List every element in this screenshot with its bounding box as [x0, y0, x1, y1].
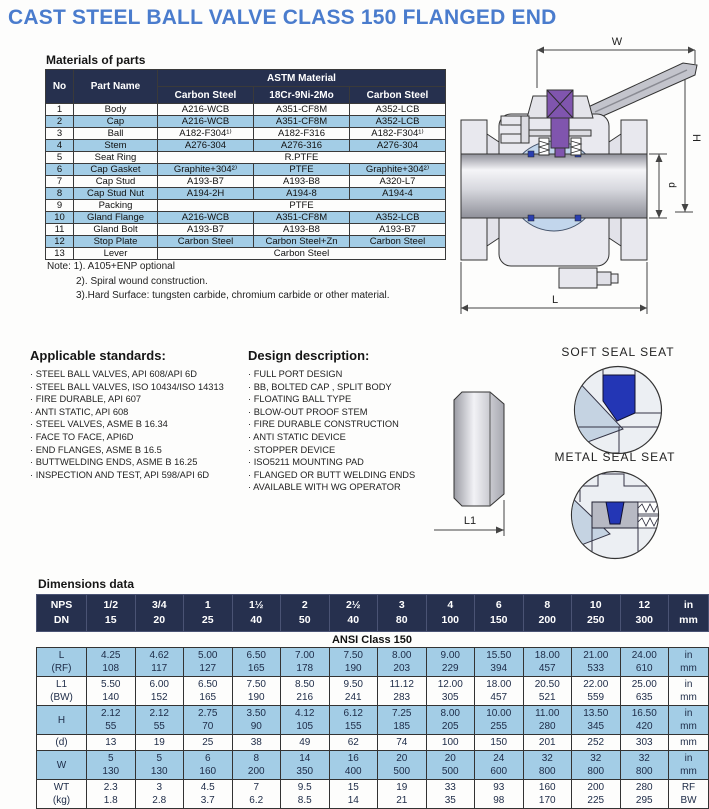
- materials-cell: A193-B8: [254, 224, 350, 236]
- materials-row: [46, 116, 446, 128]
- materials-cell: 12: [46, 236, 74, 248]
- dims-header-size: 8 200: [523, 595, 572, 632]
- dims-unit-cell: mm: [669, 735, 709, 751]
- list-item: · FLOATING BALL TYPE: [248, 393, 453, 406]
- dims-row: [37, 751, 709, 780]
- dims-cell: 2.3 1.8: [87, 780, 136, 809]
- dims-cell: 19 21: [378, 780, 427, 809]
- materials-row: [46, 212, 446, 224]
- dims-cell: 6.12 155: [329, 706, 378, 735]
- dims-cell: 93 98: [475, 780, 524, 809]
- dims-cell: 6.50 165: [184, 677, 233, 706]
- materials-cell: PTFE: [254, 164, 350, 176]
- dims-row: [37, 648, 709, 677]
- valve-bore-pipe: [461, 154, 647, 218]
- materials-cell: 7: [46, 176, 74, 188]
- dims-cell: 16.50 420: [620, 706, 669, 735]
- materials-cell: Graphite+304²⁾: [350, 164, 446, 176]
- list-item: · FLANGED OR BUTT WELDING ENDS: [248, 469, 453, 482]
- metal-seal-svg: [540, 466, 690, 562]
- dims-cell: 7.00 178: [281, 648, 330, 677]
- dim-l-label: L: [551, 294, 559, 306]
- list-item: · ISO5211 MOUNTING PAD: [248, 456, 453, 469]
- materials-cell: Stop Plate: [74, 236, 158, 248]
- dim-l1-label: L1: [463, 515, 477, 527]
- list-item: Note: 1). A105+ENP optional: [47, 261, 175, 272]
- dims-cell: 19: [135, 735, 184, 751]
- dims-header-nps-dn: NPS DN: [37, 595, 87, 632]
- list-item: · FIRE DURABLE, API 607: [30, 393, 248, 406]
- dims-cell: 4.25 108: [87, 648, 136, 677]
- soft-seal-label: SOFT SEAL SEAT: [561, 345, 675, 359]
- dims-cell: 32 800: [572, 751, 621, 780]
- dim-d-lines: [649, 154, 667, 218]
- dims-cell: 252: [572, 735, 621, 751]
- materials-cell: 11: [46, 224, 74, 236]
- materials-cell: A193-B7: [350, 224, 446, 236]
- materials-heading: Materials of parts: [46, 53, 146, 67]
- valve-diagram-svg: [445, 34, 709, 332]
- dims-cell: 20.50 521: [523, 677, 572, 706]
- dims-cell: 7.50 190: [329, 648, 378, 677]
- dims-cell: 9.50 241: [329, 677, 378, 706]
- materials-cell: A352-LCB: [350, 116, 446, 128]
- applicable-standards-section: [30, 348, 248, 481]
- dims-cell: 303: [620, 735, 669, 751]
- dims-row-label: L1 (BW): [37, 677, 87, 706]
- list-item: 3).Hard Surface: tungsten carbide, chromium carbide or other material.: [76, 290, 390, 301]
- dims-header-size: 2 50: [281, 595, 330, 632]
- dims-cell: 2.12 55: [135, 706, 184, 735]
- materials-col-part-name: Part Name: [74, 70, 158, 104]
- materials-cell: 8: [46, 188, 74, 200]
- dims-cell: 100: [426, 735, 475, 751]
- materials-cell: 1: [46, 104, 74, 116]
- dims-cell: 7.50 190: [232, 677, 281, 706]
- list-item: · ANTI STATIC, API 608: [30, 406, 248, 419]
- dim-d-label: d: [666, 182, 677, 188]
- dims-cell: 20 500: [378, 751, 427, 780]
- materials-cell: A351-CF8M: [254, 104, 350, 116]
- dims-row-label: L (RF): [37, 648, 87, 677]
- dims-row: [37, 735, 709, 751]
- dims-cell: 8.00 205: [426, 706, 475, 735]
- standards-list: [30, 368, 248, 481]
- materials-row: [46, 128, 446, 140]
- dims-row: [37, 780, 709, 809]
- materials-cell: 2: [46, 116, 74, 128]
- materials-cell: PTFE: [158, 200, 446, 212]
- materials-cell: Carbon Steel+Zn: [254, 236, 350, 248]
- list-item: · AVAILABLE WITH WG OPERATOR: [248, 481, 453, 494]
- dims-header-size: 1½ 40: [232, 595, 281, 632]
- metal-seal-label: METAL SEAL SEAT: [554, 450, 676, 464]
- list-item: · BB, BOLTED CAP , SPLIT BODY: [248, 381, 453, 394]
- dims-cell: 4.62 117: [135, 648, 184, 677]
- dims-cell: 8 200: [232, 751, 281, 780]
- materials-cell: A276-304: [350, 140, 446, 152]
- dims-header-size: 1 25: [184, 595, 233, 632]
- materials-cell: 4: [46, 140, 74, 152]
- materials-cell: A276-316: [254, 140, 350, 152]
- dims-cell: 5.00 127: [184, 648, 233, 677]
- dims-cell: 6.00 152: [135, 677, 184, 706]
- dims-row-label: W: [37, 751, 87, 780]
- dims-cell: 6.50 165: [232, 648, 281, 677]
- dims-header-size: 6 150: [475, 595, 524, 632]
- dims-cell: 9.5 8.5: [281, 780, 330, 809]
- dims-cell: 24.00 610: [620, 648, 669, 677]
- soft-seal-seat-detail: [538, 345, 698, 462]
- dims-cell: 10.00 255: [475, 706, 524, 735]
- dims-cell: 150: [475, 735, 524, 751]
- dims-header-size: 3/4 20: [135, 595, 184, 632]
- materials-cell: 3: [46, 128, 74, 140]
- dims-cell: 32 800: [523, 751, 572, 780]
- materials-cell: Ball: [74, 128, 158, 140]
- dims-cell: 3.50 90: [232, 706, 281, 735]
- dimensions-heading: Dimensions data: [38, 577, 135, 591]
- dims-header-size: 3 80: [378, 595, 427, 632]
- dims-cell: 5 130: [135, 751, 184, 780]
- materials-table: [45, 69, 446, 260]
- materials-cell: Cap: [74, 116, 158, 128]
- dims-row-label: WT (kg): [37, 780, 87, 809]
- dims-cell: 33 35: [426, 780, 475, 809]
- dims-header-size: 1/2 15: [87, 595, 136, 632]
- list-item: 2). Spiral wound construction.: [76, 275, 208, 287]
- dims-header-units: in mm: [669, 595, 709, 632]
- dims-cell: 38: [232, 735, 281, 751]
- materials-col-stainless: 18Cr-9Ni-2Mo: [254, 87, 350, 104]
- materials-cell: Gland Flange: [74, 212, 158, 224]
- dims-cell: 12.00 305: [426, 677, 475, 706]
- dim-w-label: W: [611, 36, 623, 48]
- dims-cell: 62: [329, 735, 378, 751]
- materials-cell: A216-WCB: [158, 212, 254, 224]
- materials-row: [46, 176, 446, 188]
- list-item: · BLOW-OUT PROOF STEM: [248, 406, 453, 419]
- list-item: · STEEL VALVES, ASME B 16.34: [30, 418, 248, 431]
- materials-cell: Cap Stud: [74, 176, 158, 188]
- materials-row: [46, 152, 446, 164]
- dims-cell: 200 225: [572, 780, 621, 809]
- materials-row: [46, 236, 446, 248]
- dims-row: [37, 677, 709, 706]
- dims-row-label: (d): [37, 735, 87, 751]
- design-description-section: [248, 348, 453, 494]
- page-title: CAST STEEL BALL VALVE CLASS 150 FLANGED END: [8, 6, 557, 29]
- materials-cell: Gland Bolt: [74, 224, 158, 236]
- dims-cell: 20 500: [426, 751, 475, 780]
- dims-unit-cell: in mm: [669, 751, 709, 780]
- list-item: · BUTTWELDING ENDS, ASME B 16.25: [30, 456, 248, 469]
- dims-cell: 2.75 70: [184, 706, 233, 735]
- dims-cell: 6 160: [184, 751, 233, 780]
- materials-cell: A193-B7: [158, 176, 254, 188]
- materials-cell: Carbon Steel: [350, 236, 446, 248]
- materials-cell: Seat Ring: [74, 152, 158, 164]
- dims-cell: 25.00 635: [620, 677, 669, 706]
- materials-cell: Packing: [74, 200, 158, 212]
- list-item: · FIRE DURABLE CONSTRUCTION: [248, 418, 453, 431]
- materials-row: [46, 164, 446, 176]
- dims-cell: 9.00 229: [426, 648, 475, 677]
- materials-cell: 10: [46, 212, 74, 224]
- dims-cell: 8.00 203: [378, 648, 427, 677]
- list-item: · STOPPER DEVICE: [248, 444, 453, 457]
- dims-cell: 7 6.2: [232, 780, 281, 809]
- materials-row: [46, 200, 446, 212]
- materials-cell: Cap Gasket: [74, 164, 158, 176]
- materials-cell: A182-F304¹⁾: [350, 128, 446, 140]
- dims-cell: 3 2.8: [135, 780, 184, 809]
- materials-cell: A320-L7: [350, 176, 446, 188]
- dims-cell: 160 170: [523, 780, 572, 809]
- valve-stem: [547, 90, 573, 157]
- dims-header-size: 4 100: [426, 595, 475, 632]
- dims-cell: 11.12 283: [378, 677, 427, 706]
- dims-cell: 11.00 280: [523, 706, 572, 735]
- dims-row: [37, 706, 709, 735]
- dims-cell: 7.25 185: [378, 706, 427, 735]
- dims-cell: 49: [281, 735, 330, 751]
- materials-cell: A216-WCB: [158, 104, 254, 116]
- materials-cell: A276-304: [158, 140, 254, 152]
- materials-cell: A193-B7: [158, 224, 254, 236]
- metal-seal-seat-detail: [535, 450, 695, 567]
- materials-cell: 9: [46, 200, 74, 212]
- materials-col-astm: ASTM Material: [158, 70, 446, 87]
- dimensions-section: [36, 594, 708, 809]
- materials-row: [46, 248, 446, 260]
- materials-cell: Cap Stud Nut: [74, 188, 158, 200]
- dims-cell: 22.00 559: [572, 677, 621, 706]
- materials-cell: A194-2H: [158, 188, 254, 200]
- dims-cell: 2.12 55: [87, 706, 136, 735]
- materials-cell: Stem: [74, 140, 158, 152]
- dims-unit-cell: in mm: [669, 648, 709, 677]
- dims-cell: 201: [523, 735, 572, 751]
- dims-cell: 14 350: [281, 751, 330, 780]
- materials-cell: Body: [74, 104, 158, 116]
- dims-cell: 280 295: [620, 780, 669, 809]
- materials-row: [46, 224, 446, 236]
- materials-cell: A351-CF8M: [254, 116, 350, 128]
- materials-cell: Graphite+304²⁾: [158, 164, 254, 176]
- design-list: [248, 368, 453, 494]
- soft-seal-svg: [543, 361, 693, 457]
- list-item: · FULL PORT DESIGN: [248, 368, 453, 381]
- dims-cell: 4.5 3.7: [184, 780, 233, 809]
- dims-cell: 24 600: [475, 751, 524, 780]
- list-item: · STEEL BALL VALVES, ISO 10434/ISO 14313: [30, 381, 248, 394]
- dims-cell: 18.00 457: [523, 648, 572, 677]
- list-item: · ANTI STATIC DEVICE: [248, 431, 453, 444]
- materials-cell: Carbon Steel: [158, 248, 446, 260]
- materials-cell: Lever: [74, 248, 158, 260]
- dims-cell: 32 800: [620, 751, 669, 780]
- dims-cell: 13: [87, 735, 136, 751]
- dims-unit-cell: in mm: [669, 706, 709, 735]
- dims-cell: 5.50 140: [87, 677, 136, 706]
- materials-cell: Carbon Steel: [158, 236, 254, 248]
- dims-cell: 15.50 394: [475, 648, 524, 677]
- standards-heading: Applicable standards:: [30, 348, 166, 363]
- l1-diagram-svg: [430, 378, 535, 566]
- end-cap-shape: [454, 392, 504, 506]
- ansi-class-band: ANSI Class 150: [331, 634, 413, 646]
- dimensions-header-table: [36, 594, 709, 632]
- dims-row-label: H: [37, 706, 87, 735]
- materials-col-carbon-steel-1: Carbon Steel: [158, 87, 254, 104]
- dims-cell: 74: [378, 735, 427, 751]
- materials-cell: A194-4: [350, 188, 446, 200]
- dims-header-size: 10 250: [572, 595, 621, 632]
- list-item: · FACE TO FACE, API6D: [30, 431, 248, 444]
- dim-h-label: H: [690, 134, 702, 142]
- materials-cell: 5: [46, 152, 74, 164]
- list-item: · END FLANGES, ASME B 16.5: [30, 444, 248, 457]
- valve-cross-section-diagram: [445, 34, 709, 337]
- materials-cell: R.PTFE: [158, 152, 446, 164]
- dims-cell: 21.00 533: [572, 648, 621, 677]
- dimensions-data-table: [36, 647, 709, 809]
- materials-cell: 6: [46, 164, 74, 176]
- dims-cell: 15 14: [329, 780, 378, 809]
- list-item: · STEEL BALL VALVES, API 608/API 6D: [30, 368, 248, 381]
- materials-cell: A182-F304¹⁾: [158, 128, 254, 140]
- materials-cell: A351-CF8M: [254, 212, 350, 224]
- materials-cell: A193-B8: [254, 176, 350, 188]
- dims-cell: 18.00 457: [475, 677, 524, 706]
- materials-row: [46, 140, 446, 152]
- dims-cell: 8.50 216: [281, 677, 330, 706]
- materials-notes: [47, 260, 389, 304]
- design-heading: Design description:: [248, 348, 370, 363]
- materials-row: [46, 104, 446, 116]
- dims-cell: 5 130: [87, 751, 136, 780]
- dims-cell: 25: [184, 735, 233, 751]
- dims-cell: 16 400: [329, 751, 378, 780]
- materials-cell: A352-LCB: [350, 212, 446, 224]
- materials-col-carbon-steel-2: Carbon Steel: [350, 87, 446, 104]
- dims-header-size: 2½ 40: [329, 595, 378, 632]
- materials-col-no: No: [46, 70, 74, 104]
- l1-end-view-diagram: [430, 378, 535, 571]
- materials-cell: A352-LCB: [350, 104, 446, 116]
- materials-cell: A216-WCB: [158, 116, 254, 128]
- dims-unit-cell: in mm: [669, 677, 709, 706]
- materials-cell: A182-F316: [254, 128, 350, 140]
- materials-cell: 13: [46, 248, 74, 260]
- dims-cell: 4.12 105: [281, 706, 330, 735]
- list-item: · INSPECTION AND TEST, API 598/API 6D: [30, 469, 248, 482]
- materials-cell: A194-8: [254, 188, 350, 200]
- dims-header-size: 12 300: [620, 595, 669, 632]
- dims-unit-cell: RF BW: [669, 780, 709, 809]
- dims-cell: 13.50 345: [572, 706, 621, 735]
- drain-plug: [559, 268, 618, 288]
- materials-row: [46, 188, 446, 200]
- dim-l-lines: [461, 262, 647, 314]
